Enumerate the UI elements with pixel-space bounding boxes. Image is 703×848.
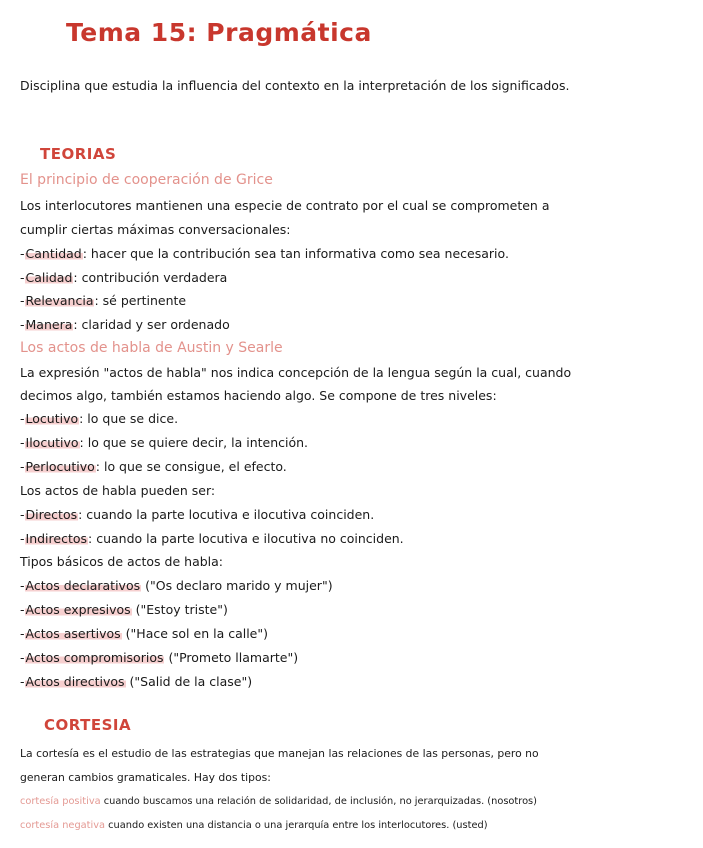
list-dash: - bbox=[20, 674, 25, 689]
list-dash: - bbox=[20, 435, 25, 450]
list-item bbox=[20, 292, 186, 310]
page-title: Tema 15: Pragmática bbox=[66, 18, 372, 47]
austin-subtitle: Los actos de habla de Austin y Searle bbox=[20, 340, 283, 356]
kind-description: : cuando la parte locutiva e ilocutiva no coinciden. bbox=[88, 531, 404, 546]
list-item bbox=[20, 601, 228, 619]
type-term: Actos compromisorios bbox=[25, 650, 164, 665]
level-description: : lo que se dice. bbox=[79, 411, 179, 426]
austin-text-line-2: decimos algo, también estamos haciendo algo. Se compone de tres niveles: bbox=[20, 388, 497, 403]
list-dash: - bbox=[20, 459, 25, 474]
types-intro-line: Tipos básicos de actos de habla: bbox=[20, 554, 224, 569]
type-example: ("Os declaro marido y mujer") bbox=[141, 578, 333, 593]
austin-text-line-1: La expresión "actos de habla" nos indica concepción de la lengua según la cual, cuando bbox=[20, 365, 572, 380]
list-item bbox=[20, 817, 488, 835]
cortesia-type-term: cortesía positiva bbox=[20, 796, 101, 807]
type-example: ("Prometo llamarte") bbox=[164, 650, 299, 665]
type-term: Actos directivos bbox=[25, 674, 125, 689]
list-dash: - bbox=[20, 293, 25, 308]
type-term: Actos asertivos bbox=[25, 626, 121, 641]
maxim-term: Calidad bbox=[25, 270, 73, 285]
list-dash: - bbox=[20, 246, 25, 261]
list-item bbox=[20, 530, 404, 548]
cortesia-text-line-1: La cortesía es el estudio de las estrategias que manejan las relaciones de las personas, pero no bbox=[20, 747, 539, 760]
grice-text-line-1: Los interlocutores mantienen una especie de contrato por el cual se comprometen a bbox=[20, 198, 550, 213]
maxim-term: Relevancia bbox=[25, 293, 94, 308]
list-item bbox=[20, 458, 287, 476]
list-dash: - bbox=[20, 650, 25, 665]
maxim-description: : contribución verdadera bbox=[73, 270, 228, 285]
type-term: Actos expresivos bbox=[25, 602, 131, 617]
list-item bbox=[20, 506, 374, 524]
kind-term: Directos bbox=[25, 507, 78, 522]
can-be-line: Los actos de habla pueden ser: bbox=[20, 483, 216, 498]
cortesia-type-description: cuando existen una distancia o una jerarquía entre los interlocutores. (usted) bbox=[105, 820, 488, 831]
list-dash: - bbox=[20, 270, 25, 285]
maxim-term: Manera bbox=[25, 317, 73, 332]
list-item bbox=[20, 673, 252, 691]
list-item bbox=[20, 793, 537, 811]
list-item bbox=[20, 577, 333, 595]
cortesia-type-term: cortesía negativa bbox=[20, 820, 106, 831]
cortesia-text-line-2: generan cambios gramaticales. Hay dos tipos: bbox=[20, 771, 271, 784]
grice-subtitle: El principio de cooperación de Grice bbox=[20, 172, 273, 188]
list-dash: - bbox=[20, 411, 25, 426]
level-description: : lo que se quiere decir, la intención. bbox=[79, 435, 309, 450]
level-term: Ilocutivo bbox=[25, 435, 79, 450]
kind-term: Indirectos bbox=[25, 531, 88, 546]
list-item bbox=[20, 245, 509, 263]
maxim-description: : sé pertinente bbox=[94, 293, 187, 308]
teorias-heading: TEORIAS bbox=[40, 145, 117, 163]
type-example: ("Hace sol en la calle") bbox=[121, 626, 268, 641]
list-dash: - bbox=[20, 507, 25, 522]
list-item bbox=[20, 625, 268, 643]
list-dash: - bbox=[20, 602, 25, 617]
list-dash: - bbox=[20, 626, 25, 641]
list-item bbox=[20, 316, 230, 334]
list-item bbox=[20, 410, 178, 428]
level-term: Perlocutivo bbox=[25, 459, 95, 474]
list-dash: - bbox=[20, 531, 25, 546]
list-item bbox=[20, 269, 227, 287]
type-example: ("Salid de la clase") bbox=[125, 674, 253, 689]
type-term: Actos declarativos bbox=[25, 578, 141, 593]
list-dash: - bbox=[20, 317, 25, 332]
list-item bbox=[20, 649, 298, 667]
maxim-description: : claridad y ser ordenado bbox=[73, 317, 230, 332]
level-description: : lo que se consigue, el efecto. bbox=[95, 459, 287, 474]
cortesia-heading: CORTESIA bbox=[44, 716, 132, 734]
intro-paragraph: Disciplina que estudia la influencia del contexto en la interpretación de los significados. bbox=[20, 78, 570, 93]
type-example: ("Estoy triste") bbox=[131, 602, 228, 617]
grice-text-line-2: cumplir ciertas máximas conversacionales: bbox=[20, 222, 291, 237]
kind-description: : cuando la parte locutiva e ilocutiva coinciden. bbox=[78, 507, 375, 522]
cortesia-type-description: cuando buscamos una relación de solidaridad, de inclusión, no jerarquizadas. (nosotros) bbox=[100, 796, 537, 807]
maxim-description: : hacer que la contribución sea tan informativa como sea necesario. bbox=[82, 246, 509, 261]
list-dash: - bbox=[20, 578, 25, 593]
maxim-term: Cantidad bbox=[25, 246, 82, 261]
level-term: Locutivo bbox=[25, 411, 79, 426]
list-item bbox=[20, 434, 308, 452]
